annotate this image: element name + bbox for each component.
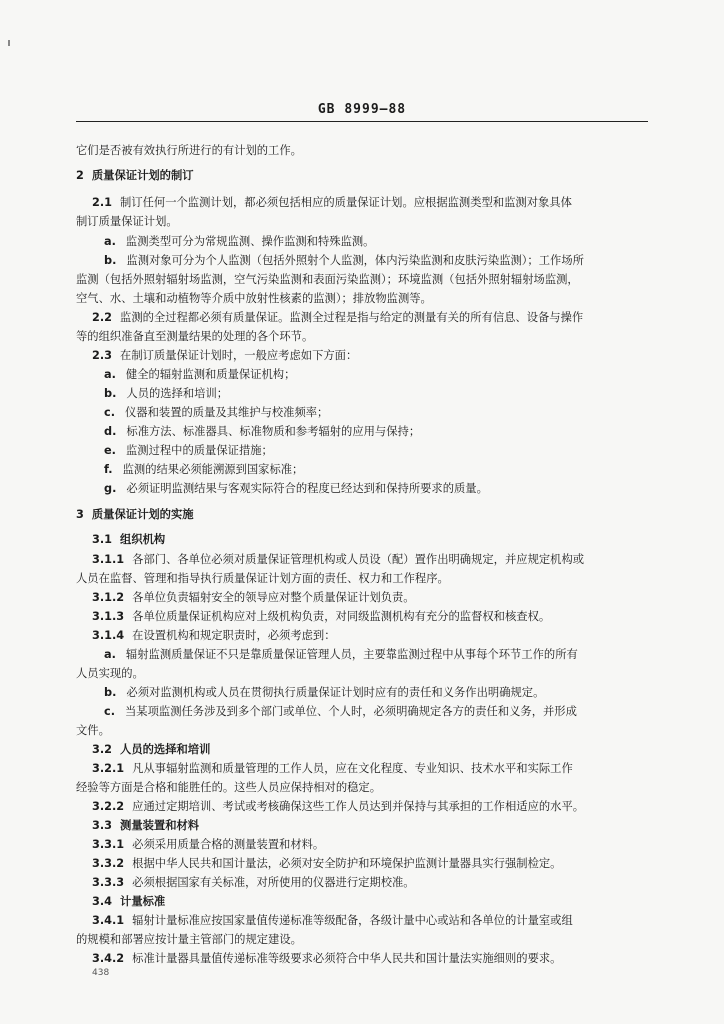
text-line xyxy=(104,463,303,477)
clause-text: 制订质量保证计划。 xyxy=(76,215,178,228)
clause-text: 空气、水、土壤和动植物等介质中放射性核素的监测）；排放物监测等。 xyxy=(76,292,432,305)
clause-text: 当某项监测任务涉及到多个部门或单位、个人时，必须明确规定各方的责任和义务，并形成 xyxy=(125,705,577,718)
clause-text: 监测（包括外照射辐射场监测，空气污染监测和表面污染监测）；环境监测（包括外照射辐射场监测， xyxy=(76,273,579,286)
text-line xyxy=(92,311,583,325)
clause-text: 组织机构 xyxy=(120,533,166,546)
text-line xyxy=(92,857,561,871)
clause-text: 监测的全过程都必须有质量保证。监测全过程是指与给定的测量有关的所有信息、设备与操作 xyxy=(120,311,584,324)
clause-text: 辐射监测质量保证不只是靠质量保证管理人员，主要靠监测过程中从事每个环节工作的所有 xyxy=(125,648,578,661)
clause-number: 2.1 xyxy=(92,196,113,209)
clause-text: 各单位质量保证机构应对上级机构负责，对同级监测机构有充分的监督权和核查权。 xyxy=(132,610,551,623)
text-line xyxy=(104,368,295,382)
clause-text: 必须证明监测结果与客观实际符合的程度已经达到和保持所要求的质量。 xyxy=(126,482,488,495)
clause-number: a. xyxy=(104,235,116,248)
clause-number: 3.2.2 xyxy=(92,800,125,813)
text-line xyxy=(76,273,579,287)
clause-number: f. xyxy=(104,463,113,476)
clause-number: 2.3 xyxy=(92,349,113,362)
text-line xyxy=(92,553,584,567)
clause-text: 计量标准 xyxy=(120,895,166,908)
text-line xyxy=(92,876,415,890)
section-heading xyxy=(92,533,165,547)
clause-text: 人员在监督、管理和指导执行质量保证计划方面的责任、权力和工作程序。 xyxy=(76,572,449,585)
clause-text: 质量保证计划的实施 xyxy=(91,508,194,521)
clause-number: 3.4.1 xyxy=(92,914,125,927)
clause-number: 3.3.1 xyxy=(92,838,125,851)
text-line xyxy=(76,215,178,229)
clause-text: 监测类型可分为常规监测、操作监测和特殊监测。 xyxy=(125,235,375,248)
clause-text: 制订任何一个监测计划，都必须包括相应的质量保证计划。应根据监测类型和监测对象具体 xyxy=(120,196,572,209)
clause-number: 3.3 xyxy=(92,819,113,832)
section-heading xyxy=(92,743,210,757)
text-line xyxy=(104,705,577,719)
clause-text: 等的组织准备直至测量结果的处理的各个环节。 xyxy=(76,330,314,343)
clause-number: 3.1.1 xyxy=(92,553,125,566)
clause-text: 应通过定期培训、考试或考核确保这些工作人员达到并保持与其承担的工作相适应的水平。 xyxy=(132,800,585,813)
text-line xyxy=(76,572,449,586)
text-line xyxy=(92,196,572,210)
scan-mark xyxy=(8,40,10,46)
clause-text: 凡从事辐射监测和质量管理的工作人员，应在文化程度、专业知识、技术水平和实际工作 xyxy=(132,762,573,775)
section-heading xyxy=(76,169,194,183)
text-line xyxy=(92,349,357,363)
clause-number: b. xyxy=(104,686,117,699)
text-line xyxy=(104,482,488,496)
text-line xyxy=(104,686,544,700)
clause-text: 质量保证计划的制订 xyxy=(91,169,194,182)
clause-text: 人员的选择和培训 xyxy=(120,743,211,756)
clause-text: 在设置机构和规定职责时，必须考虑到： xyxy=(132,629,336,642)
clause-number: a. xyxy=(104,648,116,661)
clause-number: e. xyxy=(104,444,116,457)
clause-text: 监测过程中的质量保证措施； xyxy=(125,444,273,457)
clause-text: 人员实现的。 xyxy=(76,667,144,680)
text-line xyxy=(104,387,228,401)
text-line xyxy=(76,781,381,795)
clause-number: 3.1 xyxy=(92,533,113,546)
text-line xyxy=(92,838,324,852)
text-line xyxy=(76,667,144,681)
text-line xyxy=(104,444,273,458)
clause-number: b. xyxy=(104,254,117,267)
clause-number: 3.3.2 xyxy=(92,857,125,870)
clause-number: g. xyxy=(104,482,117,495)
clause-text: 经验等方面是合格和能胜任的。这些人员应保持相对的稳定。 xyxy=(76,781,382,794)
clause-number: d. xyxy=(104,425,117,438)
clause-text: 监测的结果必须能溯源到国家标准； xyxy=(122,463,304,476)
clause-text: 仪器和装置的质量及其维护与校准频率； xyxy=(125,406,329,419)
standard-header: GB 8999—88 xyxy=(317,102,407,117)
clause-number: 3.1.2 xyxy=(92,591,125,604)
clause-text: 必须采用质量合格的测量装置和材料。 xyxy=(132,838,325,851)
clause-number: 2 xyxy=(76,169,84,182)
text-line xyxy=(92,610,550,624)
text-line xyxy=(104,235,374,249)
text-line xyxy=(92,591,415,605)
clause-number: c. xyxy=(104,406,115,419)
clause-number: 3.4 xyxy=(92,895,113,908)
text-line xyxy=(92,800,584,814)
clause-text: 监测对象可分为个人监测（包括外照射个人监测，体内污染监测和皮肤污染监测）；工作场所 xyxy=(126,254,584,267)
text-line xyxy=(76,144,302,158)
clause-number: a. xyxy=(104,368,116,381)
clause-text: 的规模和部署应按计量主管部门的规定建设。 xyxy=(76,933,302,946)
clause-number: 2.2 xyxy=(92,311,113,324)
clause-text: 必须对监测机构或人员在贯彻执行质量保证计划时应有的责任和义务作出明确规定。 xyxy=(126,686,545,699)
text-line xyxy=(92,762,573,776)
text-line xyxy=(104,425,420,439)
clause-text: 辐射计量标准应按国家量值传递标准等级配备，各级计量中心或站和各单位的计量室或组 xyxy=(132,914,573,927)
text-line xyxy=(76,292,432,306)
header-rule xyxy=(76,121,648,122)
clause-text: 在制订质量保证计划时，一般应考虑如下方面： xyxy=(120,349,358,362)
text-line xyxy=(76,724,110,738)
clause-number: b. xyxy=(104,387,117,400)
clause-text: 文件。 xyxy=(76,724,110,737)
text-line xyxy=(92,914,573,928)
text-line xyxy=(104,254,584,268)
section-heading xyxy=(92,895,165,909)
clause-number: c. xyxy=(104,705,115,718)
clause-text: 根据中华人民共和国计量法，必须对安全防护和环境保护监测计量器具实行强制检定。 xyxy=(132,857,562,870)
clause-number: 3.1.4 xyxy=(92,629,125,642)
clause-text: 各部门、各单位必须对质量保证管理机构或人员设（配）置作出明确规定，并应规定机构或 xyxy=(132,553,585,566)
clause-number: 3 xyxy=(76,508,84,521)
text-line xyxy=(104,648,578,662)
text-line xyxy=(92,629,336,643)
text-line xyxy=(76,933,302,947)
clause-text: 它们是否被有效执行所进行的有计划的工作。 xyxy=(76,144,302,157)
clause-number: 3.2 xyxy=(92,743,113,756)
text-line xyxy=(104,406,328,420)
clause-number: 3.4.2 xyxy=(92,952,125,965)
clause-number: 3.1.3 xyxy=(92,610,125,623)
clause-text: 各单位负责辐射安全的领导应对整个质量保证计划负责。 xyxy=(132,591,415,604)
clause-text: 人员的选择和培训； xyxy=(126,387,229,400)
clause-text: 健全的辐射监测和质量保证机构； xyxy=(125,368,296,381)
section-heading xyxy=(76,508,194,522)
section-heading xyxy=(92,819,199,833)
clause-text: 测量装置和材料 xyxy=(120,819,200,832)
text-line xyxy=(76,330,313,344)
clause-number: 3.3.3 xyxy=(92,876,125,889)
clause-text: 标准计量器具量值传递标准等级要求必须符合中华人民共和国计量法实施细则的要求。 xyxy=(132,952,562,965)
clause-text: 必须根据国家有关标准，对所使用的仪器进行定期校准。 xyxy=(132,876,415,889)
clause-text: 标准方法、标准器具、标准物质和参考辐射的应用与保持； xyxy=(126,425,421,438)
text-line xyxy=(92,952,561,966)
clause-number: 3.2.1 xyxy=(92,762,125,775)
page-number: 438 xyxy=(92,968,110,978)
